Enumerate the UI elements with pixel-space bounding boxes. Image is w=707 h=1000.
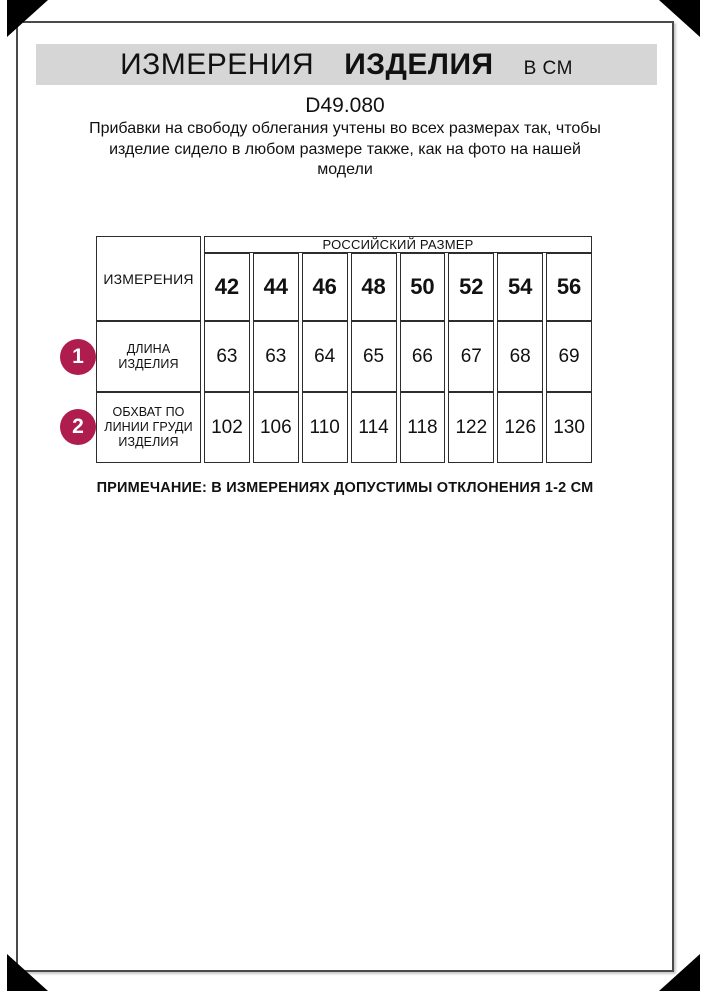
chest-value-cell: 114 xyxy=(351,392,397,463)
measurement-badge-2: 2 xyxy=(60,409,96,445)
length-value-cell: 69 xyxy=(546,321,592,392)
length-value-cell: 64 xyxy=(302,321,348,392)
tolerance-note: ПРИМЕЧАНИЕ: В ИЗМЕРЕНИЯХ ДОПУСТИМЫ ОТКЛОНЕНИЯ 1-2 СМ xyxy=(96,480,594,496)
size-header-cell: 54 xyxy=(497,253,543,321)
corner-triangle-top-left xyxy=(7,0,48,37)
size-header-cell: 50 xyxy=(400,253,446,321)
fit-description xyxy=(16,119,674,181)
product-code: D49.080 xyxy=(305,94,385,117)
corner-triangle-top-right xyxy=(659,0,700,37)
chest-value-cell: 106 xyxy=(253,392,299,463)
table-row-chest xyxy=(96,392,592,463)
table-row-size-group xyxy=(96,236,592,253)
length-value-cell: 65 xyxy=(351,321,397,392)
length-value-cell: 66 xyxy=(400,321,446,392)
size-table-container xyxy=(93,236,595,463)
length-value-cell: 68 xyxy=(497,321,543,392)
size-header-cell: 56 xyxy=(546,253,592,321)
table-corner-header: ИЗМЕРЕНИЯ xyxy=(96,236,201,321)
chest-value-cell: 126 xyxy=(497,392,543,463)
russian-size-header: РОССИЙСКИЙ РАЗМЕР xyxy=(204,236,592,253)
size-header-cell: 44 xyxy=(253,253,299,321)
size-header-cell: 52 xyxy=(448,253,494,321)
corner-triangle-bottom-left xyxy=(7,954,48,991)
size-header-cell: 42 xyxy=(204,253,250,321)
length-value-cell: 67 xyxy=(448,321,494,392)
chest-value-cell: 110 xyxy=(302,392,348,463)
fit-description-line: изделие сидело в любом размере также, как на фото на нашей xyxy=(109,140,581,158)
row-label-length: ДЛИНА ИЗДЕЛИЯ xyxy=(96,321,201,392)
title-unit-cm: В СМ xyxy=(523,58,573,79)
chest-value-cell: 118 xyxy=(400,392,446,463)
chest-value-cell: 130 xyxy=(546,392,592,463)
chest-value-cell: 122 xyxy=(448,392,494,463)
size-header-cell: 48 xyxy=(351,253,397,321)
chest-value-cell: 102 xyxy=(204,392,250,463)
title-word-measurements: ИЗМЕРЕНИЯ xyxy=(120,48,315,81)
length-value-cell: 63 xyxy=(253,321,299,392)
corner-triangle-bottom-right xyxy=(659,954,700,991)
fit-description-line: модели xyxy=(317,161,373,178)
measurement-badge-1: 1 xyxy=(60,339,96,375)
row-label-chest: ОБХВАТ ПО ЛИНИИ ГРУДИ ИЗДЕЛИЯ xyxy=(96,392,201,463)
fit-description-line: Прибавки на свободу облегания учтены во всех размерах так, чтобы xyxy=(89,120,601,137)
table-row-length xyxy=(96,321,592,392)
length-value-cell: 63 xyxy=(204,321,250,392)
title-bar xyxy=(36,44,657,85)
title-word-product: ИЗДЕЛИЯ xyxy=(344,48,494,81)
size-header-cell: 46 xyxy=(302,253,348,321)
size-table xyxy=(93,236,595,463)
